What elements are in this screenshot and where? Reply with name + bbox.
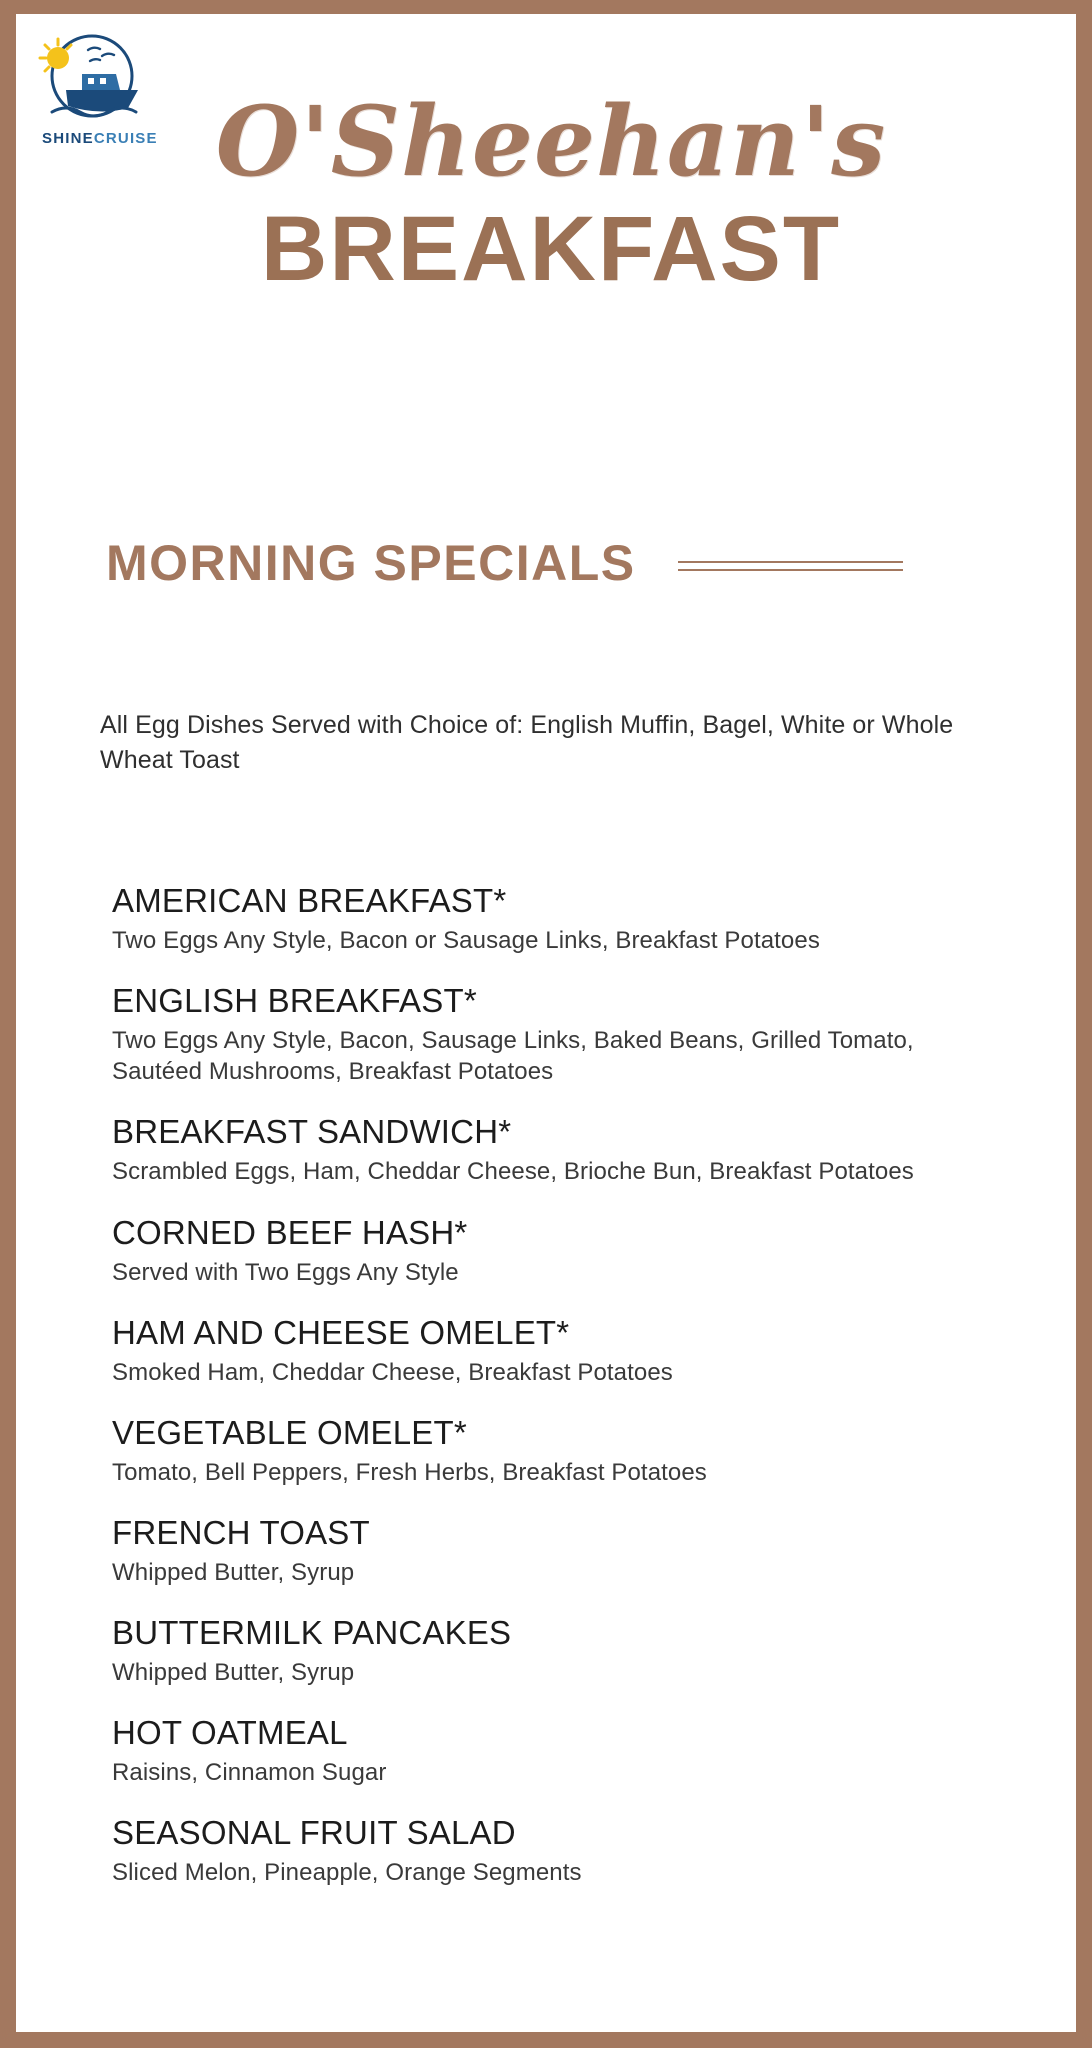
logo-word-shine: SHINE <box>42 130 94 147</box>
menu-item-name: VEGETABLE OMELET* <box>112 1413 467 1451</box>
menu-item-name: BREAKFAST SANDWICH* <box>112 1113 512 1151</box>
menu-item-description: Scrambled Eggs, Ham, Cheddar Cheese, Brioche Bun, Breakfast Potatoes <box>112 1158 914 1186</box>
menu-item-description: Sliced Melon, Pineapple, Orange Segments <box>112 1859 582 1887</box>
divider-line-bottom <box>678 569 903 571</box>
menu-item-name: HAM AND CHEESE OMELET* <box>112 1313 570 1351</box>
section-title: MORNING SPECIALS <box>106 535 636 591</box>
menu-item-name: ENGLISH BREAKFAST* <box>112 982 477 1020</box>
menu-item-description: Whipped Butter, Syrup <box>112 1659 355 1686</box>
menu-item-description: Tomato, Bell Peppers, Fresh Herbs, Breakfast Potatoes <box>112 1458 707 1486</box>
menu-item-description: Two Eggs Any Style, Bacon, Sausage Links, Baked Beans, Grilled Tomato, Sautéed Mushrooms, Breakfast Potatoes <box>112 1027 914 1086</box>
logo-word-cruise: CRUISE <box>93 130 158 147</box>
menu-item-description: Whipped Butter, Syrup <box>112 1558 355 1586</box>
menu-item <box>112 1214 1006 1288</box>
menu-item <box>112 982 1006 1087</box>
menu-item <box>112 1814 1006 1888</box>
menu-item <box>112 1614 1006 1688</box>
menu-item <box>112 1714 1006 1788</box>
menu-item <box>112 1314 1006 1388</box>
restaurant-name: O'Sheehan's <box>215 85 887 198</box>
menu-item-name: AMERICAN BREAKFAST* <box>112 882 507 919</box>
menu-item-name: BUTTERMILK PANCAKES <box>112 1614 512 1652</box>
title-block <box>16 85 1076 300</box>
menu-items-list <box>112 882 1006 1888</box>
menu-item <box>112 1514 1006 1588</box>
page-title: BREAKFAST <box>260 197 842 300</box>
divider-line-top <box>678 561 903 563</box>
menu-item-description: Raisins, Cinnamon Sugar <box>112 1759 387 1787</box>
section-divider <box>678 549 903 577</box>
menu-item-description: Smoked Ham, Cheddar Cheese, Breakfast Potatoes <box>112 1358 673 1386</box>
menu-item-name: CORNED BEEF HASH* <box>112 1213 468 1251</box>
menu-item <box>112 1113 1006 1187</box>
menu-item-description: Served with Two Eggs Any Style <box>112 1258 459 1286</box>
menu-item-description: Two Eggs Any Style, Bacon or Sausage Links, Breakfast Potatoes <box>112 926 820 954</box>
menu-item-name: FRENCH TOAST <box>112 1513 370 1551</box>
menu-item <box>112 882 1006 956</box>
menu-item-name: SEASONAL FRUIT SALAD <box>112 1814 516 1852</box>
menu-item-name: HOT OATMEAL <box>112 1714 348 1752</box>
section-header <box>106 534 1016 592</box>
menu-item <box>112 1414 1006 1488</box>
intro-note: All Egg Dishes Served with Choice of: English Muffin, Bagel, White or Whole Wheat Toast <box>100 711 954 774</box>
menu-sheet <box>16 14 1076 2032</box>
